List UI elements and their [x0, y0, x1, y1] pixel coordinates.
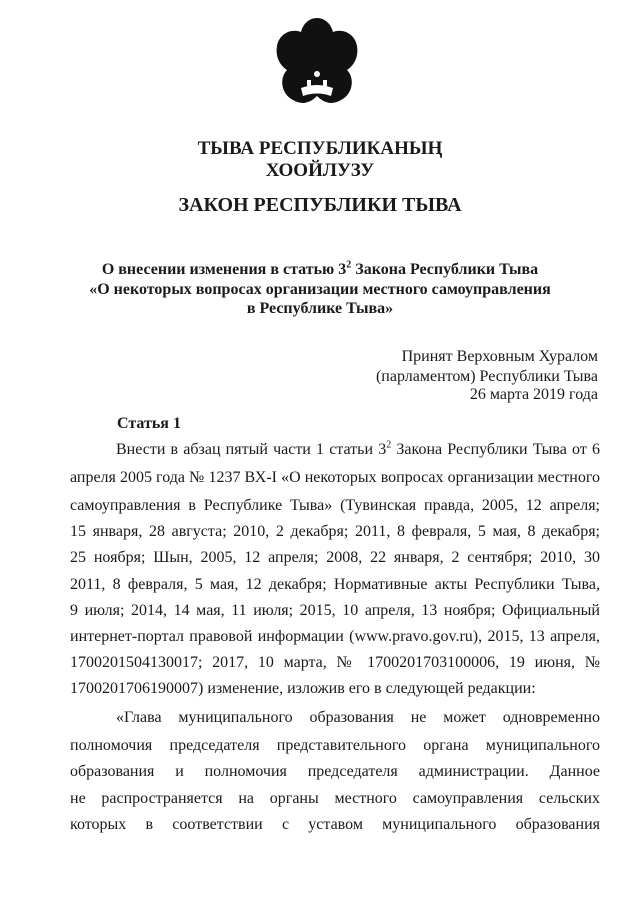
adoption-date: 26 марта 2019 года: [469, 386, 598, 403]
act-title-line3: в Республике Тыва»: [246, 300, 394, 317]
paragraph-line: 15 января, 28 августа; 2010, 2 декабря; 2011, 8 февраля, 5 мая, 8 декабря;: [70, 523, 600, 540]
adoption-line1: Принят Верховным Хуралом: [401, 348, 598, 365]
tyva-header-line1: ТЫВА РЕСПУБЛИКАНЫҢ: [197, 138, 443, 159]
paragraph-line: 2011, 8 февраля, 5 мая, 12 декабря; Нормативные акты Республики Тыва,: [70, 576, 600, 593]
paragraph-line: 1700201504130017; 2017, 10 марта, № 1700201703100006, 19 июня, №: [70, 654, 600, 671]
paragraph-line: не распространяется на органы местного самоуправления сельских: [70, 790, 600, 807]
paragraph-line: интернет-портал правовой информации (www.pravo.gov.ru), 2015, 13 апреля,: [70, 628, 600, 645]
tyva-header-line2: ХООЙЛУЗУ: [265, 160, 375, 181]
adoption-line2: (парламентом) Республики Тыва: [375, 368, 598, 385]
paragraph-line: полномочия председателя представительного органа муниципального: [70, 737, 600, 754]
paragraph-line: образования и полномочия председателя администрации. Данное: [70, 763, 600, 780]
act-title-line1: О внесении изменения в статью $3^2$ Закона Республики Тыва: [101, 259, 539, 278]
paragraph-line: Внести в абзац пятый части 1 статьи $3^2$ Закона Республики Тыва от 6: [116, 440, 600, 458]
paragraph-line: апреля 2005 года № 1237 ВХ-I «О некоторых вопросах организации местного: [70, 469, 600, 486]
paragraph-line: самоуправления в Республике Тыва» (Тувинская правда, 2005, 12 апреля;: [70, 497, 600, 514]
paragraph-line: «Глава муниципального образования не может одновременно: [116, 709, 600, 726]
coat-of-arms-emblem: [271, 14, 363, 114]
law-title: ЗАКОН РЕСПУБЛИКИ ТЫВА: [178, 194, 462, 216]
paragraph-line: 9 июля; 2014, 14 мая, 11 июля; 2015, 10 апреля, 13 ноября; Официальный: [70, 602, 600, 619]
paragraph-line: которых в соответствии с уставом муниципального образования: [70, 816, 600, 833]
paragraph-line: 25 ноября; Шын, 2005, 12 апреля; 2008, 22 января, 2 сентября; 2010, 30: [70, 549, 600, 566]
paragraph-line: 1700201706190007) изменение, изложив его в следующей редакции:: [70, 680, 536, 697]
act-title-line2: «О некоторых вопросах организации местного самоуправления: [89, 281, 551, 298]
article-heading: Статья 1: [117, 415, 181, 432]
